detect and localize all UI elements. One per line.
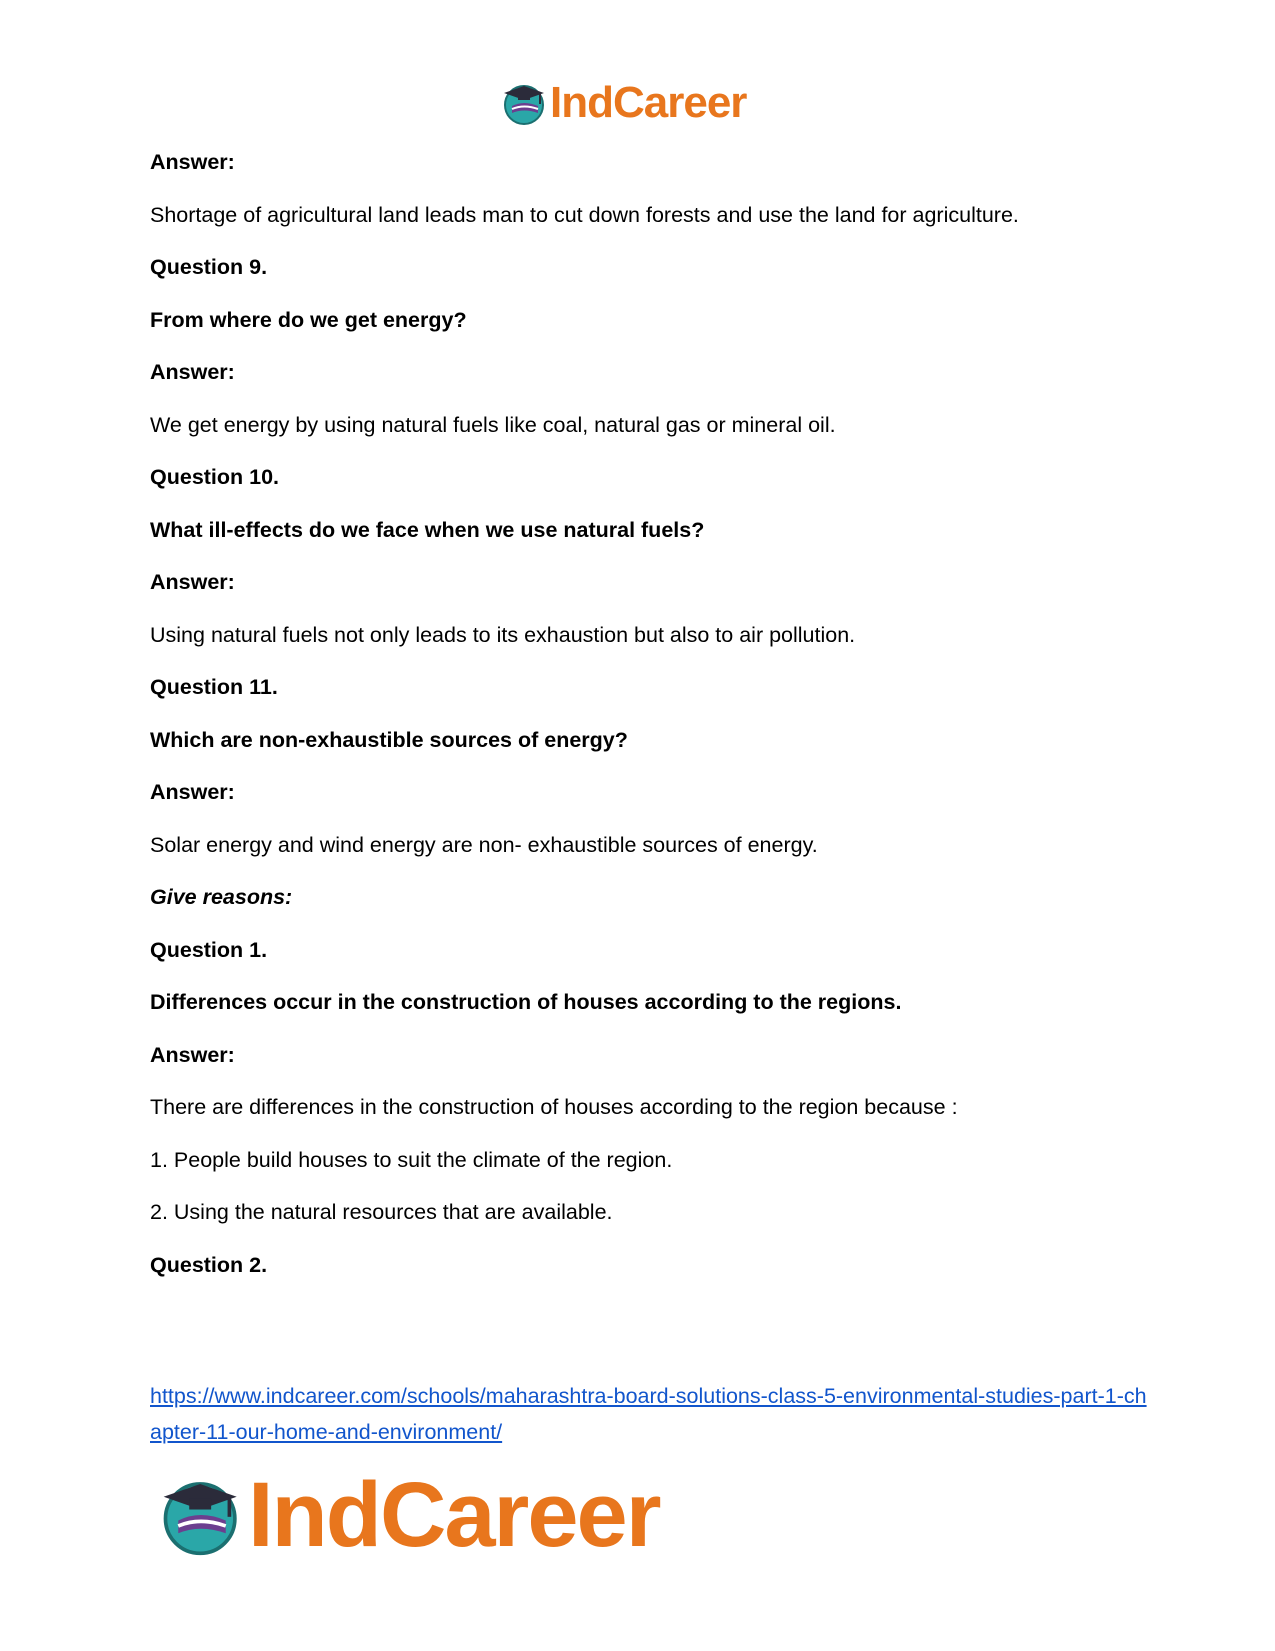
answer-text: Using natural fuels not only leads to its exhaustion but also to air pollution. bbox=[150, 623, 856, 647]
answer-label: Answer: bbox=[150, 150, 235, 174]
header-logo bbox=[502, 78, 746, 128]
question-number: Question 11. bbox=[150, 675, 278, 699]
answer-text: Solar energy and wind energy are non- exhaustible sources of energy. bbox=[150, 833, 818, 857]
section-heading: Give reasons: bbox=[150, 885, 293, 909]
question-number: Question 10. bbox=[150, 465, 280, 489]
answer-label: Answer: bbox=[150, 570, 235, 594]
question-text: From where do we get energy? bbox=[150, 308, 467, 332]
graduation-cap-book-globe-icon bbox=[160, 1473, 244, 1557]
question-text: Differences occur in the construction of houses according to the regions. bbox=[150, 990, 902, 1014]
list-item: 1. People build houses to suit the climate of the region. bbox=[150, 1148, 673, 1172]
source-link[interactable]: https://www.indcareer.com/schools/maharashtra-board-solutions-class-5-environmental-studies-part-1-chapter-11-our-home-and-environment/ bbox=[150, 1384, 1147, 1444]
question-number: Question 2. bbox=[150, 1253, 268, 1277]
question-text: Which are non-exhaustible sources of energy? bbox=[150, 728, 628, 752]
answer-label: Answer: bbox=[150, 360, 235, 384]
footer-logo bbox=[160, 1465, 660, 1565]
answer-text: Shortage of agricultural land leads man to cut down forests and use the land for agriculture. bbox=[150, 203, 1019, 227]
list-item: 2. Using the natural resources that are available. bbox=[150, 1200, 613, 1224]
answer-label: Answer: bbox=[150, 1043, 235, 1067]
question-number: Question 9. bbox=[150, 255, 268, 279]
logo-text: IndCareer bbox=[550, 78, 747, 127]
question-number: Question 1. bbox=[150, 938, 268, 962]
answer-label: Answer: bbox=[150, 780, 235, 804]
logo-text: IndCareer bbox=[248, 1464, 660, 1566]
question-text: What ill-effects do we face when we use natural fuels? bbox=[150, 518, 705, 542]
graduation-cap-book-globe-icon bbox=[502, 80, 548, 126]
answer-text: We get energy by using natural fuels like coal, natural gas or mineral oil. bbox=[150, 413, 836, 437]
answer-text: There are differences in the construction of houses according to the region because : bbox=[150, 1095, 958, 1119]
